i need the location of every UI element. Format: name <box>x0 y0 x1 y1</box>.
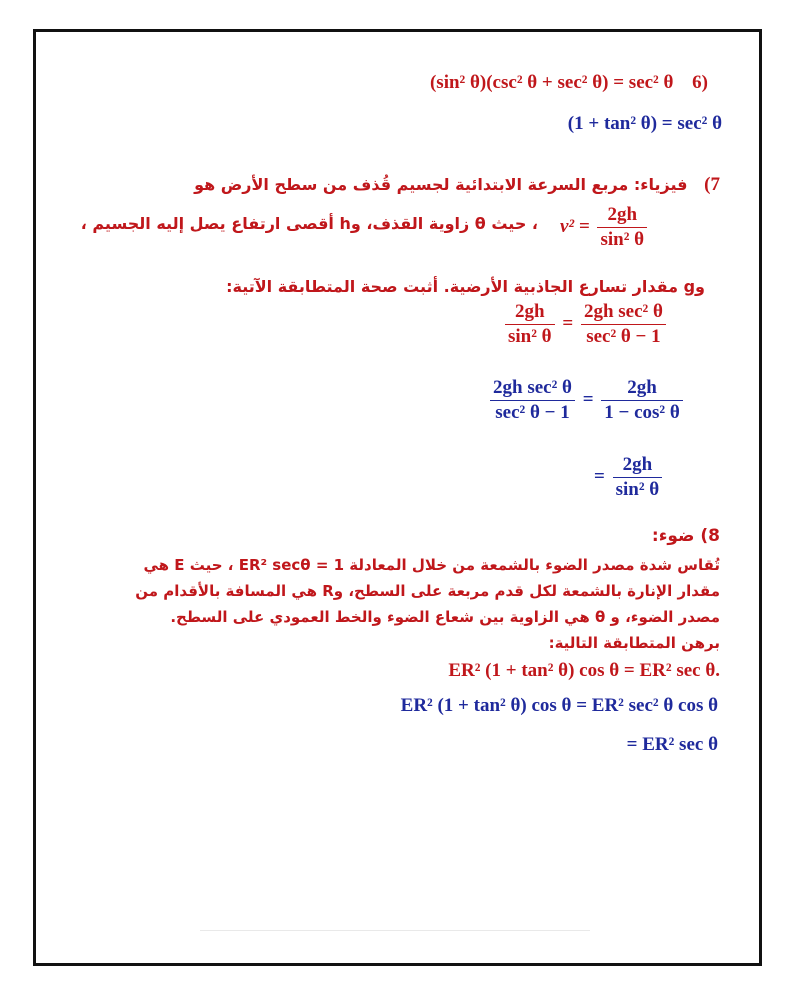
problem6-lhs: (sin² θ)(csc² θ + sec² θ) <box>429 72 609 93</box>
step2-fraction <box>613 453 663 502</box>
equals-sign: = <box>594 465 605 487</box>
problem7-formula-v: v² = <box>560 215 590 237</box>
problem7-step2 <box>594 453 665 502</box>
fraction-numerator: 2gh <box>601 376 683 401</box>
identity-rhs-fraction <box>581 300 666 349</box>
problem6-rhs: = sec² θ <box>613 72 674 93</box>
problem8-heading: 8) ضوء: <box>651 526 720 546</box>
problem6-number: 6) <box>692 72 708 93</box>
fraction-numerator: 2gh <box>613 453 663 478</box>
problem8-paragraph-line2: مقدار الإنارة بالشمعة لكل قدم مربعة على السطح، وR هي المسافة بالأقدام من <box>135 582 720 600</box>
problem7-formula-fraction <box>597 203 647 252</box>
fraction-denominator: sec² θ − 1 <box>495 402 570 423</box>
fraction-denominator: 1 − cos² θ <box>604 402 680 423</box>
step1-rhs-fraction <box>601 376 683 425</box>
identity-lhs-fraction <box>505 300 555 349</box>
equals-sign: = <box>582 388 594 410</box>
problem8-proof-line2: = ER² sec θ <box>626 734 718 755</box>
problem7-title <box>194 174 720 196</box>
bottom-divider <box>200 930 590 931</box>
fraction-numerator: 2gh <box>505 300 555 325</box>
equals-sign: = <box>562 312 574 334</box>
problem8-paragraph-line1: تُقاس شدة مصدر الضوء بالشمعة من خلال المعادلة 1 = ER² secθ ، حيث E هي <box>143 556 720 574</box>
problem7-title-text: فيزياء: مربع السرعة الابتدائية لجسيم قُذف من سطح الأرض هو <box>194 175 688 194</box>
problem8-prove-label: برهن المتطابقة التالية: <box>548 634 720 652</box>
problem7-line3: وg مقدار تسارع الجاذبية الأرضية. أثبت صحة المتطابقة الآتية: <box>226 277 705 296</box>
fraction-denominator: sin² θ <box>508 326 552 347</box>
problem7-formula <box>560 203 650 252</box>
fraction-numerator: 2gh sec² θ <box>581 300 666 325</box>
problem6-line2: (1 + tan² θ) = sec² θ <box>567 113 722 134</box>
problem7-step1 <box>487 376 686 425</box>
problem7-identity <box>502 300 669 349</box>
problem8-target-identity: ER² (1 + tan² θ) cos θ = ER² sec θ. <box>448 660 720 681</box>
step1-lhs-fraction <box>490 376 575 425</box>
problem8-proof-line1: ER² (1 + tan² θ) cos θ = ER² sec² θ cos θ <box>400 695 718 716</box>
fraction-denominator: sec² θ − 1 <box>586 326 661 347</box>
problem6-line1 <box>430 72 708 94</box>
fraction-numerator: 2gh <box>597 203 647 228</box>
fraction-numerator: 2gh sec² θ <box>490 376 575 401</box>
fraction-denominator: sin² θ <box>615 479 660 500</box>
fraction-denominator: sin² θ <box>600 229 645 250</box>
problem7-line2: ، حيث θ زاوية القذف، وh أقصى ارتفاع يصل إليه الجسيم ، <box>80 214 538 233</box>
problem8-paragraph-line3: مصدر الضوء، و θ هي الزاوية بين شعاع الضوء والخط العمودي على السطح. <box>170 608 720 626</box>
problem7-number: 7) <box>704 174 720 195</box>
